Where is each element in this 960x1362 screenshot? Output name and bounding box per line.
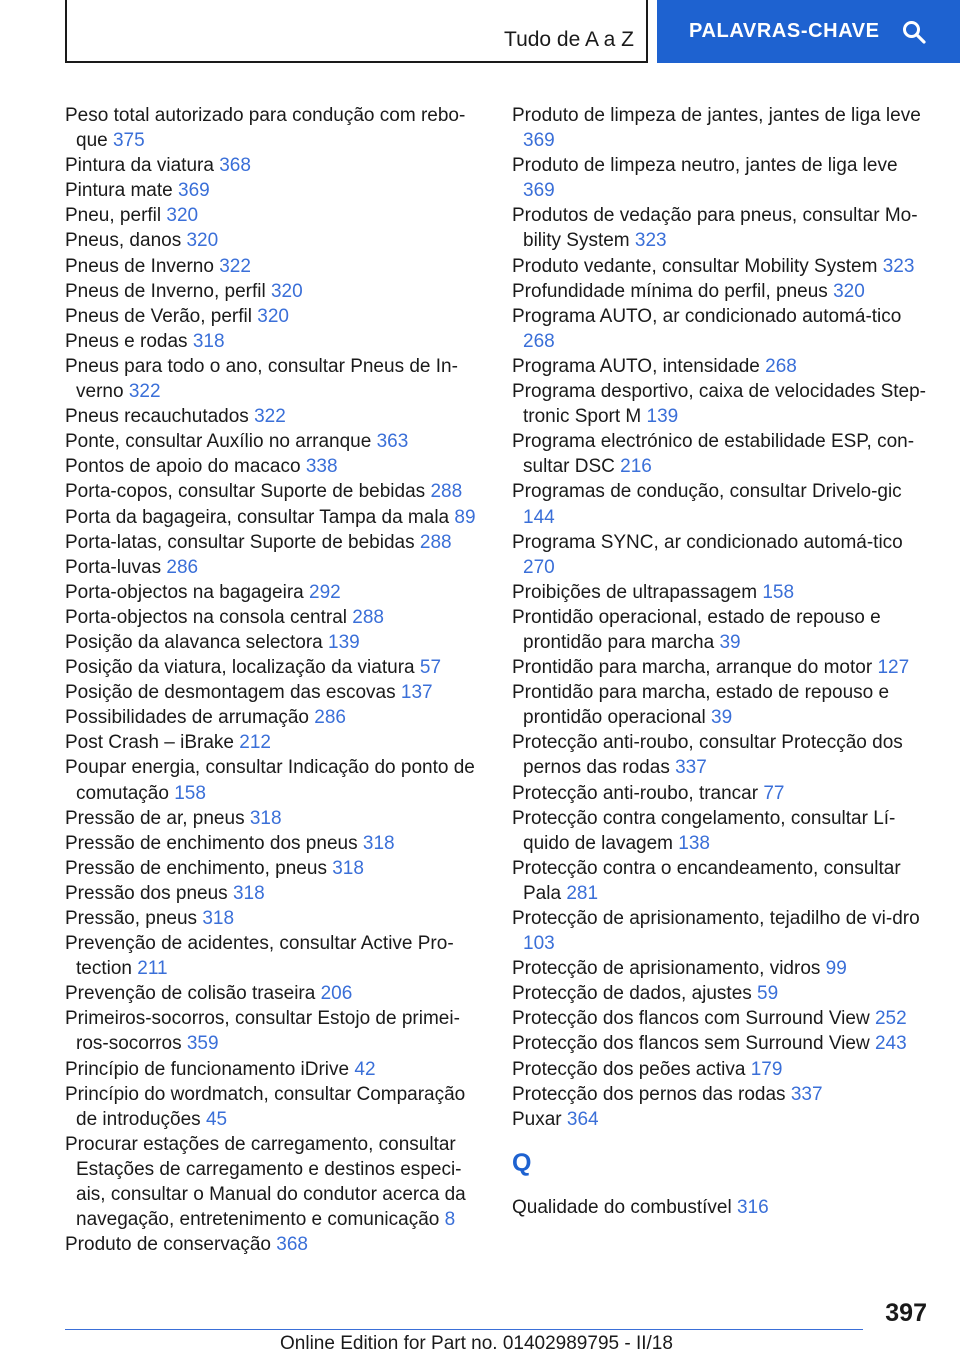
index-entry — [512, 530, 932, 580]
index-entry — [65, 454, 485, 479]
index-entry — [65, 831, 485, 856]
index-term: Porta-copos, consultar Suporte de bebidas — [65, 481, 426, 503]
index-term: Protecção contra congelamento, consultar Lí-quido de lavagem — [512, 807, 896, 854]
index-term: Protecção dos peões activa — [512, 1058, 746, 1080]
index-entry — [512, 1057, 932, 1082]
page-link[interactable]: 158 — [762, 581, 795, 603]
index-entry — [65, 630, 485, 655]
page-link[interactable]: 337 — [790, 1083, 823, 1105]
page-link[interactable]: 99 — [825, 958, 847, 980]
index-entry — [512, 1031, 932, 1056]
index-entry — [512, 781, 932, 806]
index-term: Posição da viatura, localização da viatura — [65, 657, 415, 679]
index-term: Protecção anti-roubo, consultar Protecção dos pernos das rodas — [512, 732, 903, 779]
page-link[interactable]: 286 — [166, 556, 199, 578]
page-link[interactable]: 322 — [219, 255, 251, 277]
page-link[interactable]: 59 — [757, 983, 779, 1005]
page-link[interactable]: 77 — [763, 782, 785, 804]
index-entry — [512, 605, 932, 655]
page-link[interactable]: 320 — [257, 305, 289, 327]
page-link[interactable]: 39 — [719, 631, 741, 653]
page-link[interactable]: 138 — [678, 832, 710, 854]
index-entry — [65, 228, 485, 253]
page-link[interactable]: 158 — [174, 782, 206, 804]
index-term: Pressão dos pneus — [65, 882, 228, 904]
index-term: Qualidade do combustível — [512, 1196, 732, 1218]
index-term: Produto de conservação — [65, 1234, 271, 1256]
page-link[interactable]: 137 — [400, 682, 433, 704]
page-link[interactable]: 139 — [328, 631, 360, 653]
index-term: Porta-objectos na bagageira — [65, 581, 304, 603]
index-entry — [65, 680, 485, 705]
page-link[interactable]: 288 — [430, 481, 463, 503]
index-term: Proibições de ultrapassagem — [512, 581, 758, 603]
index-entry — [65, 429, 485, 454]
page-link[interactable]: 363 — [376, 431, 409, 453]
index-entry — [65, 479, 485, 504]
page-link[interactable]: 322 — [254, 406, 286, 428]
page-link[interactable]: 39 — [711, 707, 733, 729]
index-term: Ponte, consultar Auxílio no arranque — [65, 431, 372, 453]
page-link[interactable]: 318 — [232, 882, 265, 904]
index-entry — [65, 254, 485, 279]
page-link[interactable]: 322 — [128, 381, 161, 403]
page-link[interactable]: 57 — [419, 657, 442, 679]
index-entry — [65, 906, 485, 931]
page-link[interactable]: 368 — [219, 155, 251, 177]
index-term: Pontos de apoio do macaco — [65, 456, 301, 478]
index-entry — [512, 429, 932, 479]
page-link[interactable]: 364 — [566, 1108, 599, 1130]
index-entry — [65, 555, 485, 580]
index-entry — [512, 580, 932, 605]
index-entry — [512, 1006, 932, 1031]
page-link[interactable]: 318 — [249, 807, 282, 829]
index-term: Posição de desmontagem das escovas — [65, 682, 396, 704]
index-term: Poupar energia, consultar Indicação do ponto de comutação — [65, 757, 475, 804]
index-term: Posição da alavanca selectora — [65, 631, 323, 653]
section-title: Tudo de A a Z — [504, 28, 634, 51]
page-link[interactable]: 288 — [352, 606, 384, 628]
page-link[interactable]: 318 — [202, 908, 235, 929]
index-term: Pintura da viatura — [65, 155, 214, 177]
index-term: Protecção dos flancos sem Surround View — [512, 1033, 870, 1055]
page-link[interactable]: 338 — [305, 456, 338, 478]
index-entry — [65, 981, 485, 1006]
page-link[interactable]: 45 — [205, 1108, 228, 1130]
index-term: Prevenção de acidentes, consultar Active Pro-tection — [65, 933, 454, 980]
index-term: Pneus e rodas — [65, 330, 188, 352]
index-term: Pneus recauchutados — [65, 406, 249, 428]
page-link[interactable]: 212 — [239, 732, 271, 754]
index-entry — [512, 680, 932, 730]
index-term: Pneu, perfil — [65, 205, 162, 227]
index-entry — [65, 103, 485, 153]
page-link[interactable]: 103 — [523, 933, 555, 955]
keywords-tab-label: PALAVRAS-CHAVE — [689, 20, 880, 42]
page-link[interactable]: 318 — [362, 832, 395, 854]
index-entry — [65, 329, 485, 354]
index-term: Pneus de Inverno — [65, 255, 214, 277]
index-term: Pressão de ar, pneus — [65, 807, 245, 829]
index-term: Protecção contra o encandeamento, consultar Pala — [512, 857, 901, 904]
index-term: Protecção de aprisionamento, vidros — [512, 958, 821, 980]
page-link[interactable]: 42 — [354, 1058, 376, 1080]
index-term: Programa AUTO, ar condicionado automá-tico — [512, 305, 902, 327]
page-link[interactable]: 320 — [186, 230, 219, 252]
index-entry — [65, 203, 485, 228]
page-link[interactable]: 252 — [874, 1008, 907, 1030]
index-entry — [65, 304, 485, 329]
index-term: Pneus para todo o ano, consultar Pneus de In-verno — [65, 355, 458, 403]
page-link[interactable]: 268 — [523, 330, 555, 352]
index-term: Procurar estações de carregamento, consultar Estações de carregamento e destinos especi-ais, consultar o Manual do condutor acerca da navegação, entretenimento e comunicação — [65, 1133, 466, 1231]
index-term: Peso total autorizado para condução com rebo-que — [65, 105, 466, 152]
index-entry — [65, 730, 485, 755]
section-letter-q: Q — [512, 1148, 532, 1177]
index-entry — [65, 279, 485, 304]
page-link[interactable]: 337 — [675, 757, 707, 779]
index-term: Protecção dos pernos das rodas — [512, 1083, 786, 1105]
index-term: Prontidão operacional, estado de repouso e prontidão para marcha — [512, 606, 881, 653]
page-link[interactable]: 127 — [877, 657, 910, 679]
index-term: Programa desportivo, caixa de velocidades Step-tronic Sport M — [512, 381, 927, 428]
index-term: Primeiros-socorros, consultar Estojo de primei-ros-socorros — [65, 1008, 460, 1055]
index-entry — [512, 906, 932, 956]
index-entry — [512, 730, 932, 780]
index-term: Pressão de enchimento, pneus — [65, 857, 327, 879]
index-entry — [512, 856, 932, 906]
index-term: Programas de condução, consultar Drivelo-gic — [512, 481, 902, 503]
index-term: Produto de limpeza neutro, jantes de liga leve — [512, 155, 898, 177]
page-link[interactable]: 316 — [736, 1196, 769, 1218]
page-link[interactable]: 359 — [186, 1033, 219, 1055]
index-entry — [65, 931, 485, 981]
index-list-q — [512, 1195, 932, 1220]
index-column-left — [65, 103, 485, 1257]
index-entry — [65, 153, 485, 178]
page-link[interactable]: 270 — [523, 556, 555, 578]
index-term: Pneus, danos — [65, 230, 182, 252]
page-link[interactable]: 216 — [620, 456, 652, 478]
page-link[interactable]: 243 — [874, 1033, 907, 1055]
index-term: Porta-luvas — [65, 556, 162, 578]
index-term: Puxar — [512, 1108, 562, 1130]
page-link[interactable]: 368 — [276, 1234, 308, 1256]
index-term: Protecção de aprisionamento, tejadilho de vi-dro — [512, 908, 920, 929]
index-entry — [512, 304, 932, 354]
index-entry — [512, 956, 932, 981]
index-entry — [65, 505, 485, 530]
index-term: Princípio do wordmatch, consultar Comparação de introduções — [65, 1083, 466, 1130]
index-entry — [65, 580, 485, 605]
page-link[interactable]: 369 — [523, 130, 555, 152]
page-link[interactable]: 375 — [112, 130, 145, 152]
index-term: Pintura mate — [65, 180, 173, 202]
edition-footer: Online Edition for Part no. 01402989795 - II/18 — [280, 1333, 673, 1354]
page-link[interactable]: 320 — [166, 205, 199, 227]
page-link[interactable]: 286 — [314, 707, 346, 729]
index-term: Programa SYNC, ar condicionado automá-tico — [512, 531, 903, 553]
index-entry — [65, 806, 485, 831]
index-term: Protecção anti-roubo, trancar — [512, 782, 759, 804]
page-link[interactable]: 144 — [523, 506, 555, 528]
index-term: Pneus de Verão, perfil — [65, 305, 252, 327]
page-link[interactable]: 320 — [270, 280, 303, 302]
index-entry — [512, 1107, 932, 1132]
index-entry — [65, 1132, 485, 1232]
page-link[interactable]: 369 — [523, 180, 555, 202]
index-entry — [65, 404, 485, 429]
index-entry — [65, 1232, 485, 1257]
page-link[interactable]: 318 — [332, 857, 364, 879]
index-term: Produto de limpeza de jantes, jantes de liga leve — [512, 105, 921, 126]
index-term: Produto vedante, consultar Mobility System — [512, 255, 878, 277]
index-term: Prontidão para marcha, estado de repouso e prontidão operacional — [512, 682, 890, 729]
page-link[interactable]: 139 — [646, 406, 679, 428]
index-entry — [512, 655, 932, 680]
index-term: Protecção dos flancos com Surround View — [512, 1008, 870, 1030]
index-entry — [512, 279, 932, 304]
index-term: Porta-objectos na consola central — [65, 606, 347, 628]
index-term: Porta da bagageira, consultar Tampa da mala — [65, 506, 450, 528]
index-entry — [65, 1057, 485, 1082]
index-list-right — [512, 103, 932, 1132]
index-term: Pneus de Inverno, perfil — [65, 280, 266, 302]
index-entry — [65, 605, 485, 630]
page-link[interactable]: 8 — [444, 1209, 456, 1231]
keywords-tab[interactable] — [657, 0, 960, 63]
page-link[interactable]: 211 — [137, 958, 168, 980]
page-link[interactable]: 318 — [192, 330, 225, 352]
index-entry — [65, 1006, 485, 1056]
index-entry — [65, 354, 485, 404]
page-number: 397 — [885, 1299, 927, 1327]
index-entry — [512, 1195, 932, 1220]
page-link[interactable]: 323 — [634, 230, 667, 252]
index-term: Profundidade mínima do perfil, pneus — [512, 280, 828, 302]
page-link[interactable]: 288 — [419, 531, 452, 553]
index-entry — [65, 178, 485, 203]
index-entry — [65, 705, 485, 730]
page-link[interactable]: 268 — [765, 355, 797, 377]
page-link[interactable]: 89 — [454, 506, 476, 528]
index-entry — [512, 379, 932, 429]
index-entry — [512, 981, 932, 1006]
index-term: Produtos de vedação para pneus, consultar Mo-bility System — [512, 205, 918, 252]
index-term: Porta-latas, consultar Suporte de bebidas — [65, 531, 415, 553]
page-link[interactable]: 179 — [750, 1058, 783, 1080]
index-entry — [65, 856, 485, 881]
index-entry — [65, 881, 485, 906]
index-entry — [512, 153, 932, 203]
header-frame — [65, 0, 648, 63]
index-term: Prontidão para marcha, arranque do motor — [512, 657, 873, 679]
index-entry — [512, 1082, 932, 1107]
index-term: Prevenção de colisão traseira — [65, 983, 316, 1005]
index-term: Programa electrónico de estabilidade ESP, con-sultar DSC — [512, 431, 915, 478]
index-term: Protecção de dados, ajustes — [512, 983, 752, 1005]
index-term: Possibilidades de arrumação — [65, 707, 309, 729]
index-entry — [65, 755, 485, 805]
page-link[interactable]: 320 — [833, 280, 865, 302]
index-term: Princípio de funcionamento iDrive — [65, 1058, 350, 1080]
index-list-left — [65, 103, 485, 1257]
page-link[interactable]: 292 — [309, 581, 341, 603]
page-link[interactable]: 369 — [178, 180, 210, 202]
index-entry — [512, 103, 932, 153]
index-term: Programa AUTO, intensidade — [512, 355, 760, 377]
index-entry — [512, 479, 932, 529]
page-link[interactable]: 281 — [566, 882, 599, 904]
page-link[interactable]: 323 — [882, 255, 915, 277]
index-entry — [512, 203, 932, 253]
index-entry — [65, 1082, 485, 1132]
search-icon[interactable] — [902, 20, 926, 44]
index-term: Post Crash – iBrake — [65, 732, 234, 754]
page-link[interactable]: 206 — [320, 983, 353, 1005]
index-entry — [512, 806, 932, 856]
footer-divider — [65, 1329, 863, 1330]
index-entry — [512, 354, 932, 379]
index-entry — [65, 530, 485, 555]
index-column-right — [512, 103, 932, 1220]
index-term: Pressão, pneus — [65, 908, 198, 929]
index-entry — [512, 254, 932, 279]
index-term: Pressão de enchimento dos pneus — [65, 832, 358, 854]
index-entry — [65, 655, 485, 680]
